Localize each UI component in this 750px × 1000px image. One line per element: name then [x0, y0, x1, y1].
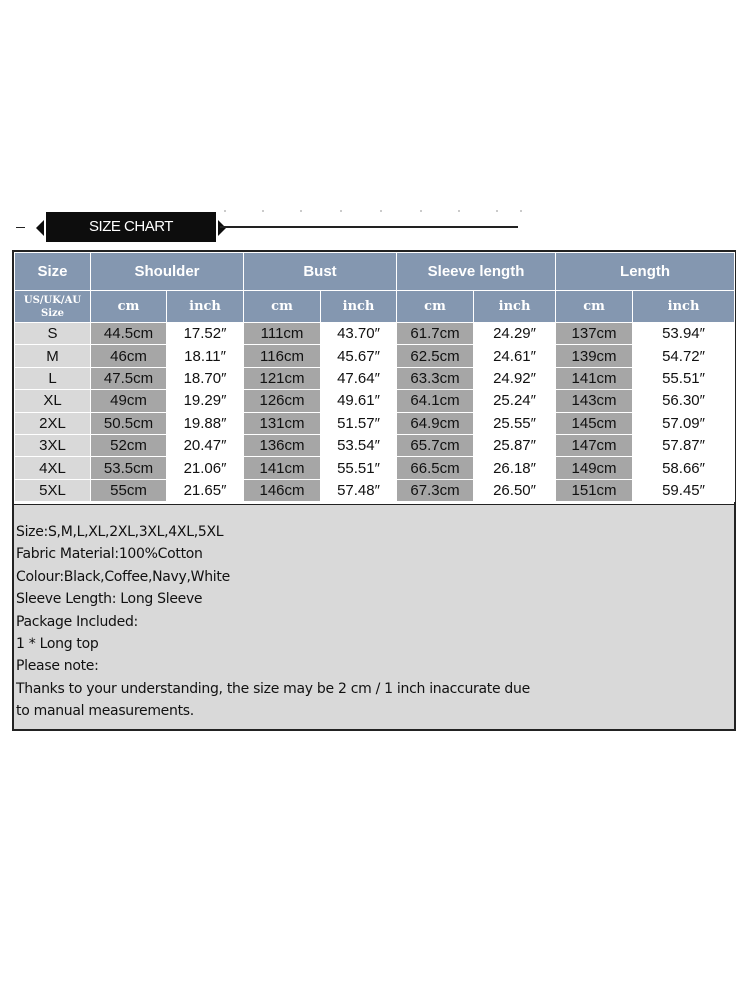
- unit-cm: cm: [556, 291, 633, 323]
- size-cell: 5XL: [15, 479, 91, 501]
- size-chart-banner: [14, 210, 524, 246]
- bust-cm-cell: 126cm: [244, 390, 321, 412]
- sleeve-cm-cell: 64.9cm: [397, 412, 474, 434]
- size-cell: S: [15, 323, 91, 345]
- header-row-units: [15, 291, 735, 323]
- product-description: [14, 504, 734, 729]
- shoulder-inch-cell: 21.06″: [167, 457, 244, 479]
- sleeve-inch-cell: 26.18″: [474, 457, 556, 479]
- unit-cm: cm: [244, 291, 321, 323]
- table-row: [15, 323, 735, 345]
- length-cm-cell: 145cm: [556, 412, 633, 434]
- desc-note-heading: Please note:: [16, 658, 99, 675]
- shoulder-cm-cell: 46cm: [91, 345, 167, 367]
- unit-inch: inch: [633, 291, 735, 323]
- size-region-line2: Size: [40, 307, 65, 319]
- sleeve-inch-cell: 24.92″: [474, 367, 556, 389]
- size-region-header: [15, 291, 91, 323]
- banner-notch-right: [218, 220, 226, 236]
- table-row: [15, 457, 735, 479]
- unit-cm: cm: [91, 291, 167, 323]
- length-inch-cell: 53.94″: [633, 323, 735, 345]
- sleeve-inch-cell: 26.50″: [474, 479, 556, 501]
- unit-inch: inch: [321, 291, 397, 323]
- sleeve-cm-cell: 66.5cm: [397, 457, 474, 479]
- shoulder-inch-cell: 21.65″: [167, 479, 244, 501]
- sleeve-inch-cell: 25.55″: [474, 412, 556, 434]
- bust-inch-cell: 49.61″: [321, 390, 397, 412]
- length-inch-cell: 55.51″: [633, 367, 735, 389]
- size-cell: 3XL: [15, 434, 91, 456]
- shoulder-inch-cell: 19.88″: [167, 412, 244, 434]
- desc-sizes: Size:S,M,L,XL,2XL,3XL,4XL,5XL: [16, 524, 224, 540]
- banner-notch-left: [36, 220, 44, 236]
- unit-inch: inch: [167, 291, 244, 323]
- banner-title: SIZE CHART: [46, 212, 216, 242]
- bust-cm-cell: 146cm: [244, 479, 321, 501]
- sleeve-inch-cell: 25.24″: [474, 390, 556, 412]
- table-row: [15, 434, 735, 456]
- size-region-line1: US/UK/AU: [23, 294, 82, 306]
- bust-cm-cell: 131cm: [244, 412, 321, 434]
- bust-inch-cell: 51.57″: [321, 412, 397, 434]
- bust-inch-cell: 45.67″: [321, 345, 397, 367]
- sleeve-cm-cell: 61.7cm: [397, 323, 474, 345]
- size-cell: 2XL: [15, 412, 91, 434]
- desc-note-line1: Thanks to your understanding, the size may be 2 cm / 1 inch inaccurate due: [16, 680, 530, 697]
- length-header: Length: [556, 253, 735, 291]
- size-cell: L: [15, 367, 91, 389]
- shoulder-cm-cell: 44.5cm: [91, 323, 167, 345]
- shoulder-inch-cell: 20.47″: [167, 434, 244, 456]
- desc-package-heading: Package Included:: [16, 613, 138, 630]
- bust-cm-cell: 136cm: [244, 434, 321, 456]
- desc-fabric: Fabric Material:100%Cotton: [16, 546, 203, 563]
- shoulder-cm-cell: 53.5cm: [91, 457, 167, 479]
- length-cm-cell: 149cm: [556, 457, 633, 479]
- banner-dash: [16, 227, 25, 228]
- shoulder-cm-cell: 52cm: [91, 434, 167, 456]
- bust-cm-cell: 121cm: [244, 367, 321, 389]
- banner-dots: [224, 210, 524, 214]
- sleeve-cm-cell: 64.1cm: [397, 390, 474, 412]
- size-chart: [12, 250, 736, 731]
- table-row: [15, 412, 735, 434]
- shoulder-inch-cell: 18.11″: [167, 345, 244, 367]
- banner-rule: [220, 226, 518, 228]
- length-cm-cell: 147cm: [556, 434, 633, 456]
- length-inch-cell: 58.66″: [633, 457, 735, 479]
- length-inch-cell: 56.30″: [633, 390, 735, 412]
- size-cell: 4XL: [15, 457, 91, 479]
- size-cell: XL: [15, 390, 91, 412]
- sleeve-cm-cell: 65.7cm: [397, 434, 474, 456]
- bust-cm-cell: 116cm: [244, 345, 321, 367]
- bust-inch-cell: 47.64″: [321, 367, 397, 389]
- sleeve-inch-cell: 24.61″: [474, 345, 556, 367]
- shoulder-cm-cell: 55cm: [91, 479, 167, 501]
- length-cm-cell: 139cm: [556, 345, 633, 367]
- desc-sleeve-length: Sleeve Length: Long Sleeve: [16, 591, 203, 608]
- bust-inch-cell: 43.70″: [321, 323, 397, 345]
- table-row: [15, 479, 735, 501]
- shoulder-cm-cell: 47.5cm: [91, 367, 167, 389]
- length-inch-cell: 59.45″: [633, 479, 735, 501]
- sleeve-cm-cell: 62.5cm: [397, 345, 474, 367]
- unit-inch: inch: [474, 291, 556, 323]
- size-header: Size: [15, 253, 91, 291]
- unit-cm: cm: [397, 291, 474, 323]
- shoulder-cm-cell: 50.5cm: [91, 412, 167, 434]
- sleeve-inch-cell: 24.29″: [474, 323, 556, 345]
- bust-inch-cell: 57.48″: [321, 479, 397, 501]
- length-inch-cell: 54.72″: [633, 345, 735, 367]
- desc-package-item: 1 * Long top: [16, 636, 99, 653]
- shoulder-inch-cell: 19.29″: [167, 390, 244, 412]
- sleeve-inch-cell: 25.87″: [474, 434, 556, 456]
- shoulder-cm-cell: 49cm: [91, 390, 167, 412]
- size-cell: M: [15, 345, 91, 367]
- shoulder-inch-cell: 17.52″: [167, 323, 244, 345]
- bust-inch-cell: 53.54″: [321, 434, 397, 456]
- table-row: [15, 367, 735, 389]
- bust-header: Bust: [244, 253, 397, 291]
- desc-colour: Colour:Black,Coffee,Navy,White: [16, 568, 230, 585]
- shoulder-header: Shoulder: [91, 253, 244, 291]
- length-cm-cell: 141cm: [556, 367, 633, 389]
- size-table: [14, 252, 735, 502]
- bust-inch-cell: 55.51″: [321, 457, 397, 479]
- table-row: [15, 390, 735, 412]
- length-cm-cell: 151cm: [556, 479, 633, 501]
- shoulder-inch-cell: 18.70″: [167, 367, 244, 389]
- size-table-body: [15, 323, 735, 502]
- sleeve-length-header: Sleeve length: [397, 253, 556, 291]
- header-row-groups: [15, 253, 735, 291]
- length-cm-cell: 143cm: [556, 390, 633, 412]
- length-inch-cell: 57.87″: [633, 434, 735, 456]
- sleeve-cm-cell: 63.3cm: [397, 367, 474, 389]
- sleeve-cm-cell: 67.3cm: [397, 479, 474, 501]
- desc-note-line2: to manual measurements.: [16, 703, 194, 720]
- length-cm-cell: 137cm: [556, 323, 633, 345]
- bust-cm-cell: 141cm: [244, 457, 321, 479]
- length-inch-cell: 57.09″: [633, 412, 735, 434]
- table-row: [15, 345, 735, 367]
- bust-cm-cell: 111cm: [244, 323, 321, 345]
